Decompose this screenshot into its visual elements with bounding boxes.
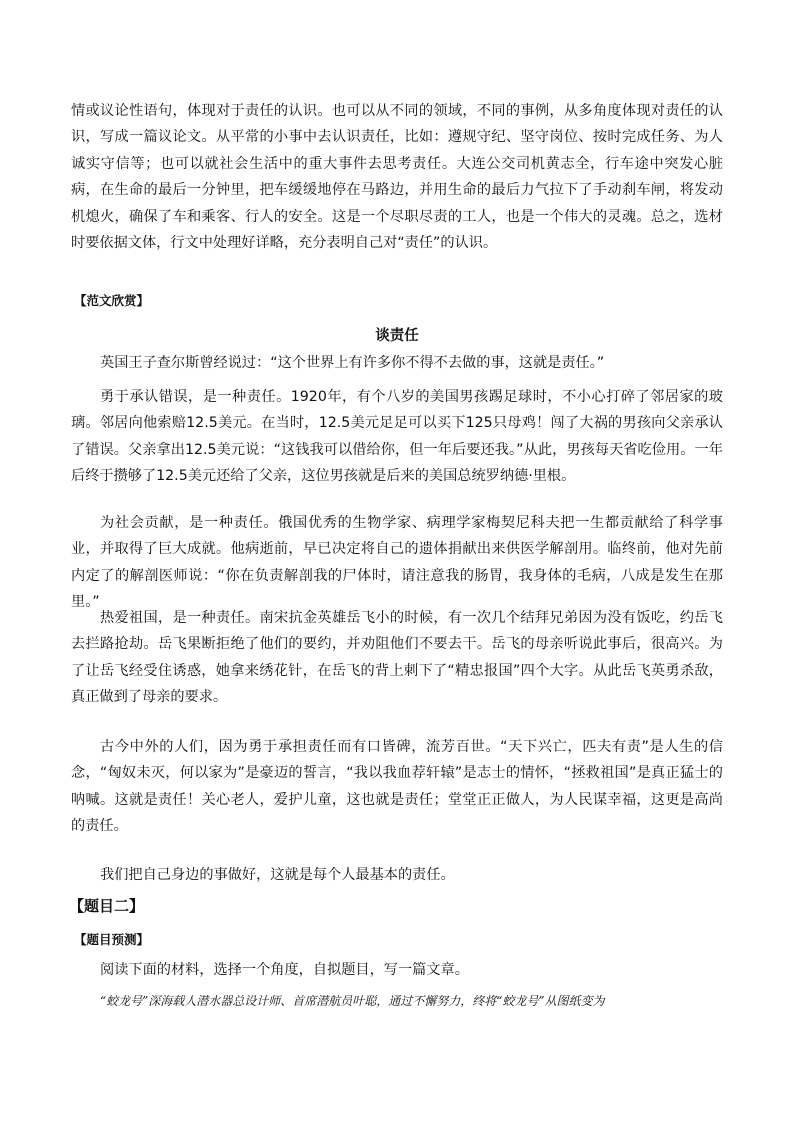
essay-paragraph-1: 英国王子查尔斯曾经说过：“这个世界上有许多你不得不去做的事，这就是责任。” [100, 355, 605, 371]
essay-paragraph-5: 古今中外的人们，因为勇于承担责任而有口皆碑，流芳百世。“天下兴亡，匹夫有责”是人生的信念，“匈奴未灭，何以家为”是豪迈的誓言，“我以我血荐轩辕”是志士的情怀，“拯救祖国”是真正猛士的呐喊。这就是责任！关心老人，爱护儿童，这也就是责任；堂堂正正做人，为人民谋幸福，这更是高尚的责任。 [71, 739, 723, 835]
essay-title: 谈责任 [375, 328, 419, 344]
intro-paragraph: 情或议论性语句，体现对于责任的认识。也可以从不同的领域，不同的事例，从多角度体现对责任的认识，写成一篇议论文。从平常的小事中去认识责任，比如：遵规守纪、坚守岗位、按时完成任务、为人诚实守信等；也可以就社会生活中的重大事件去思考责任。大连公交司机黄志全，行车途中突发心脏病，在生命的最后一分钟里，把车缓缓地停在马路边，并用生命的最后力气拉下了手动刹车闸，将发动机熄火，确保了车和乘客、行人的安全。这是一个尽职尽责的工人，也是一个伟大的灵魂。总之，选材时要依据文体，行文中处理好详略，充分表明自己对“责任”的认识。 [71, 103, 723, 252]
essay-paragraph-4: 热爱祖国，是一种责任。南宋抗金英雄岳飞小的时候，有一次几个结拜兄弟因为没有饭吃，约岳飞去拦路抢劫。岳飞果断拒绝了他们的要约，并劝阻他们不要去干。岳飞的母亲听说此事后，很高兴。为了让岳飞经受住诱惑，她拿来绣花针，在岳飞的背上刺下了“精忠报国”四个大字。从此岳飞英勇杀敌，真正做到了母亲的要求。 [71, 610, 723, 706]
topic-prediction-tag: 【题目预测】 [74, 932, 150, 947]
essay-paragraph-6: 我们把自己身边的事做好，这就是每个人最基本的责任。 [100, 867, 455, 883]
topic-material: “蛟龙号”深海载人潜水器总设计师、首席潜航员叶聪，通过不懈努力，终将“蛟龙号”从图纸变为 [100, 994, 605, 1008]
sample-essay-tag: 【范文欣赏】 [74, 293, 150, 308]
topic-two-heading: 【题目二】 [69, 897, 145, 915]
essay-paragraph-2: 勇于承认错误，是一种责任。1920年，有个八岁的美国男孩踢足球时，不小心打碎了邻居家的玻璃。邻居向他索赔12.5美元。在当时，12.5美元足足可以买下125只母鸡！闯了大祸的男孩向父亲承认了错误。父亲拿出12.5美元说：“这钱我可以借给你，但一年后要还我。”从此，男孩每天省吃俭用。一年后终于攒够了12.5美元还给了父亲，这位男孩就是后来的美国总统罗纳德·里根。 [71, 389, 723, 485]
essay-paragraph-3: 为社会贡献，是一种责任。俄国优秀的生物学家、病理学家梅契尼科夫把一生都贡献给了科学事业，并取得了巨大成就。他病逝前，早已决定将自己的遗体捐献出来供医学解剖用。临终前，他对先前内定了的解剖医师说：“你在负责解剖我的尸体时，请注意我的肠胃，我身体的毛病，八成是发生在那里。” [71, 515, 723, 611]
topic-instruction: 阅读下面的材料，选择一个角度，自拟题目，写一篇文章。 [100, 962, 469, 978]
